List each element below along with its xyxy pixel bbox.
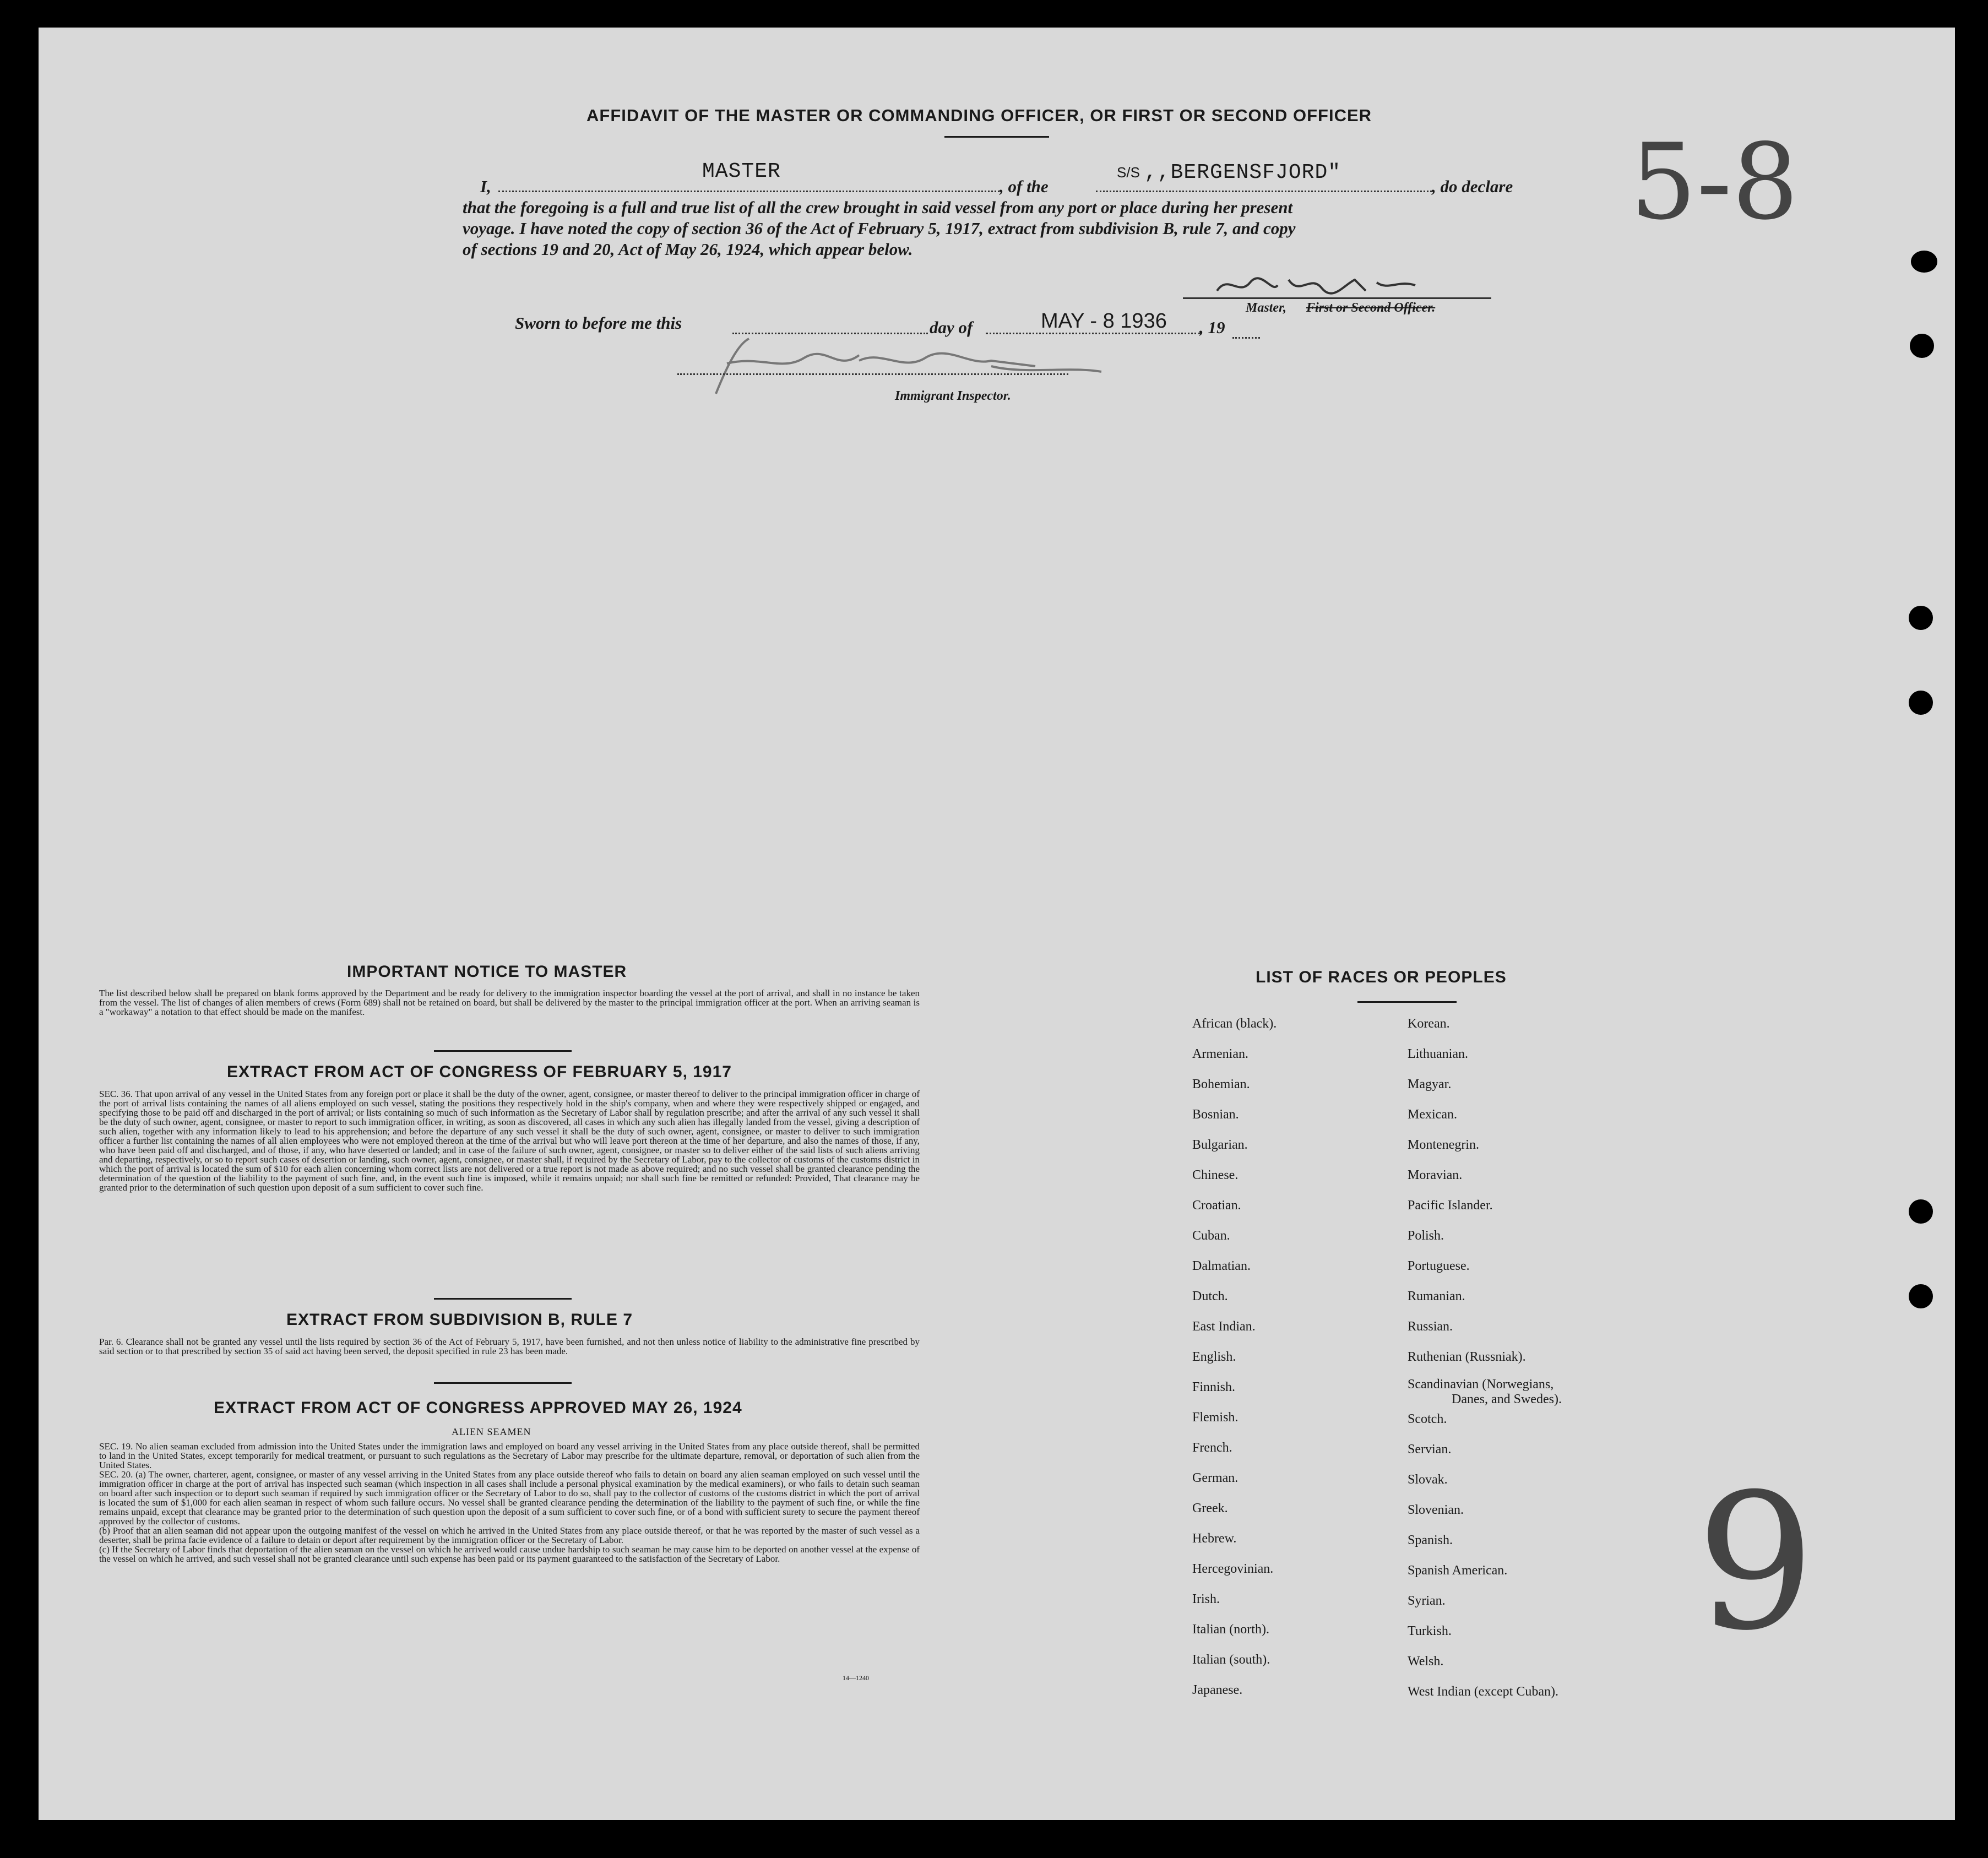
race-item: Mexican. <box>1408 1107 1457 1122</box>
affidavit-title: AFFIDAVIT OF THE MASTER OR COMMANDING OFFICER, OR FIRST OR SECOND OFFICER <box>586 106 1372 125</box>
race-item: Magyar. <box>1408 1077 1452 1091</box>
race-item: Japanese. <box>1192 1683 1243 1697</box>
affidavit-line-4: of sections 19 and 20, Act of May 26, 1924, which appear below. <box>463 240 913 259</box>
day-of-label: day of <box>930 318 973 337</box>
race-item: Polish. <box>1408 1229 1444 1243</box>
race-item: Russian. <box>1408 1319 1453 1334</box>
inspector-caption: Immigrant Inspector. <box>895 389 1011 403</box>
punch-hole <box>1909 606 1933 630</box>
affidavit-i: I, <box>480 177 491 196</box>
handwritten-note-top-right: 5-8 <box>1630 121 1799 243</box>
extract-1917-divider <box>434 1298 572 1300</box>
notice-text: The list described below shall be prepared on blank forms approved by the Department and be ready for delivery to the immigration inspector boarding the vessel at the port of arrival, and shall in no instance be taken from the vessel. The list of changes of alien members of crews (Form 689) shall not be retained on board, but shall be delivered by the master to the principal immigration officer at the port. When an arriving seaman is a "workaway" a notation to that effect should be made on the manifest. <box>99 988 920 1017</box>
section-20c-text: (c) If the Secretary of Labor finds that deportation of the alien seaman on the vessel on which he arrived would cause undue hardship to such seaman he may cause him to be deported on another vessel at the expense of the vessel on which he arrived, and such vessel shall not be granted clearance until such expense has been paid or its payment guaranteed to the satisfaction of the Secretary of Labor. <box>99 1544 920 1564</box>
race-item: Finnish. <box>1192 1380 1236 1394</box>
punch-hole <box>1909 1284 1933 1308</box>
section-20a-text: SEC. 20. (a) The owner, charterer, agent, consignee, or master of any vessel arriving in the United States from any place outside thereof who fails to detain on board any alien seaman employed on such vessel until the immigration officer in charge at the port of arrival has inspected such seaman (which inspection in all cases shall include a personal physical examination by the medical examiners), or who fails to detain such seaman on board after such inspection or to deport such seaman if required by such immigration officer or the Secretary of Labor to do so, shall pay to the collector of customs of the customs district in which the port of arrival is located the sum of $1,000 for each alien seaman in respect of whom such failure occurs. No vessel shall be granted clearance pending the determination of the liability to the payment of such fine, or while the fine remains unpaid, except that clearance may be granted prior to the determination of such question upon the deposit of a sum sufficient to cover such fine, or of a bond with sufficient surety to secure the payment thereof approved by the collector of customs. <box>99 1469 920 1526</box>
affidavit-line-2: that the foregoing is a full and true list of all the crew brought in said vessel from any port or place during her present <box>463 198 1293 217</box>
race-item: Croatian. <box>1192 1198 1241 1213</box>
title-underline <box>944 136 1049 138</box>
race-item: French. <box>1192 1441 1232 1455</box>
race-item: Turkish. <box>1408 1624 1452 1638</box>
race-item: Spanish American. <box>1408 1563 1508 1578</box>
race-item: Rumanian. <box>1408 1289 1465 1303</box>
race-item: East Indian. <box>1192 1319 1256 1334</box>
race-item: Flemish. <box>1192 1410 1239 1425</box>
race-item: Dutch. <box>1192 1289 1228 1303</box>
section-20b-text: (b) Proof that an alien seaman did not appear upon the outgoing manifest of the vessel on which he arrived in the United States from any place outside thereof, or that he was reported by the master of such vessel as a deserter, shall be prima facie evidence of a failure to detain or deport after requirement by the immigration officer or the Secretary of Labor. <box>99 1525 920 1545</box>
handwritten-note-bottom-right: 9 <box>1696 1454 1816 1672</box>
race-item: West Indian (except Cuban). <box>1408 1685 1558 1699</box>
officer-dotline <box>498 191 1000 192</box>
alien-seamen-subheading: ALIEN SEAMEN <box>452 1426 531 1437</box>
officer-field: MASTER <box>702 160 781 183</box>
race-item: Greek. <box>1192 1501 1228 1515</box>
year-prefix: , 19 <box>1199 318 1225 337</box>
races-heading: LIST OF RACES OR PEOPLES <box>1256 968 1507 986</box>
race-item-continuation: Danes, and Swedes). <box>1452 1392 1562 1406</box>
sworn-label: Sworn to before me this <box>515 313 682 333</box>
race-item: Lithuanian. <box>1408 1047 1468 1061</box>
race-item: Syrian. <box>1408 1594 1446 1608</box>
form-number: 14—1240 <box>843 1674 869 1682</box>
date-stamp: MAY - 8 1936 <box>1041 309 1167 333</box>
race-item: Moravian. <box>1408 1168 1463 1182</box>
punch-hole <box>1909 691 1933 715</box>
notice-divider <box>434 1050 572 1052</box>
extract-rule7-divider <box>434 1382 572 1384</box>
ship-field: ,,BERGENSFJORD" <box>1144 161 1341 184</box>
race-item: Cuban. <box>1192 1229 1230 1243</box>
affidavit-line-3: voyage. I have noted the copy of section 36 of the Act of February 5, 1917, extract from subdivision B, rule 7, and copy <box>463 219 1296 238</box>
race-item: Armenian. <box>1192 1047 1248 1061</box>
punch-hole <box>1910 334 1934 358</box>
section-19-text: SEC. 19. No alien seaman excluded from admission into the United States under the immigration laws and employed on board any vessel arriving in the United States from any place outside thereof, shall be permitted to land in the United States, except temporarily for medical treatment, or pursuant to such regulations as the Secretary of Labor may prescribe for the ultimate departure, removal, or deportation of such alien from the United States. <box>99 1441 920 1470</box>
of-the-text: , of the <box>1000 177 1049 196</box>
race-item: Bosnian. <box>1192 1107 1239 1122</box>
race-item: Scotch. <box>1408 1412 1447 1426</box>
race-item: English. <box>1192 1350 1236 1364</box>
struck-officer-caption: First or Second Officer. <box>1306 301 1436 315</box>
race-item: Bulgarian. <box>1192 1138 1248 1152</box>
ship-dotline <box>1096 191 1432 192</box>
race-item: Montenegrin. <box>1408 1138 1479 1152</box>
punch-hole <box>1911 251 1937 273</box>
race-item: Italian (north). <box>1192 1622 1269 1637</box>
race-item: Pacific Islander. <box>1408 1198 1493 1213</box>
race-item: Dalmatian. <box>1192 1259 1251 1273</box>
race-item: Scandinavian (Norwegians, <box>1408 1377 1554 1392</box>
extract-rule7-heading: EXTRACT FROM SUBDIVISION B, RULE 7 <box>286 1311 633 1329</box>
extract-rule7-text: Par. 6. Clearance shall not be granted any vessel until the lists required by section 36 of the Act of February 5, 1917, have been furnished, and not then unless notice of liability to the administrative fine prescribed by said section or to that prescribed by section 35 of said act having been served, the deposit specified in rule 23 has been made. <box>99 1337 920 1356</box>
race-item: Korean. <box>1408 1017 1450 1031</box>
extract-1917-heading: EXTRACT FROM ACT OF CONGRESS OF FEBRUARY 5, 1917 <box>227 1063 732 1081</box>
race-item: Ruthenian (Russniak). <box>1408 1350 1526 1364</box>
inspector-dotline <box>677 373 1068 375</box>
races-underline <box>1357 1001 1457 1003</box>
year-dotline <box>1232 337 1260 339</box>
master-caption: Master, <box>1246 301 1287 315</box>
punch-hole <box>1909 1199 1933 1224</box>
race-item: Portuguese. <box>1408 1259 1470 1273</box>
extract-1924-text <box>99 1442 920 1563</box>
scan-border <box>0 1820 1988 1858</box>
race-item: Welsh. <box>1408 1654 1444 1669</box>
race-item: Chinese. <box>1192 1168 1239 1182</box>
extract-1917-text: SEC. 36. That upon arrival of any vessel in the United States from any foreign port or place it shall be the duty of the owner, agent, consignee, or master thereof to deliver to the principal immigration officer in charge of the port of arrival lists containing the names of all aliens employed on such vessel, stating the positions they respectively hold in the ship's company, when and where they were respectively shipped or engaged, and specifying those to be paid off and discharged in the port of arrival; or lists containing so much of such information as the Secretary of Labor shall by regulation prescribe; and after the arrival of any such vessel it shall be the duty of such owner, agent, consignee, or master to report to such immigration officer, in writing, as soon as discovered, all cases in which any such alien has illegally landed from the vessel, giving a description of such alien, together with any information likely to lead to his apprehension; and before the departure of any such vessel it shall be the duty of such owner, agent, consignee, or master to deliver to such immigration officer a further list containing the names of all alien employees who were not employed thereon at the time of the arrival but who will leave port thereon at the time of her departure, and also the names of those, if any, who have been paid off and discharged, and of those, if any, who have deserted or landed; and in case of the failure of such owner, agent, consignee, or master so to deliver either of the said lists of such aliens arriving and departing, respectively, or so to report such cases of desertion or landing, such owner, agent, consignee, or master shall, if required by the Secretary of Labor, pay to the collector of customs of the customs district in which the port of arrival is located the sum of $10 for each alien concerning whom correct lists are not delivered or a true report is not made as above required; and no such vessel shall be granted clearance pending the determination of the question of the liability to the payment of such fine, and, in the event such fine is imposed, while it remains unpaid; nor shall such fine be remitted or refunded: Provided, That clearance may be granted prior to the determination of such question upon deposit of a sum sufficient to cover such fine. <box>99 1089 920 1193</box>
race-item: Slovenian. <box>1408 1503 1464 1517</box>
notice-heading: IMPORTANT NOTICE TO MASTER <box>347 963 627 981</box>
race-item: Irish. <box>1192 1592 1220 1606</box>
master-signature <box>1212 269 1421 302</box>
race-item: Hercegovinian. <box>1192 1562 1274 1576</box>
race-item: Servian. <box>1408 1442 1452 1457</box>
race-item: Bohemian. <box>1192 1077 1250 1091</box>
race-item: German. <box>1192 1471 1239 1485</box>
race-item: Hebrew. <box>1192 1531 1237 1546</box>
race-item: Slovak. <box>1408 1473 1448 1487</box>
extract-1924-heading: EXTRACT FROM ACT OF CONGRESS APPROVED MAY 26, 1924 <box>214 1399 742 1417</box>
race-item: African (black). <box>1192 1017 1277 1031</box>
race-item: Italian (south). <box>1192 1653 1270 1667</box>
ship-prefix: S/S <box>1117 164 1140 181</box>
do-declare-text: , do declare <box>1432 177 1513 196</box>
race-item: Spanish. <box>1408 1533 1453 1547</box>
